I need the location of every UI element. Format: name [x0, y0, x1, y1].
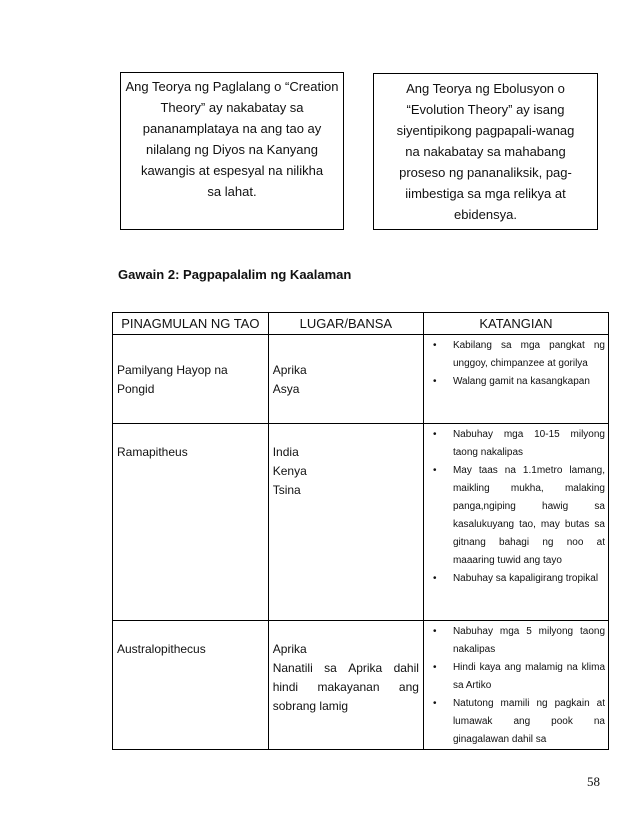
place-line: Kenya	[272, 464, 307, 478]
trait-item: • Walang gamit na kasangkapan	[424, 373, 605, 391]
box-line: na nakabatay sa mahabang	[405, 144, 566, 159]
traits-list	[424, 621, 608, 749]
creation-theory-box	[120, 72, 344, 230]
trait-item: • Nabuhay mga 5 milyong taong nakalipas	[424, 623, 605, 659]
box-line: Ang Teorya ng Paglalang o “Creation	[125, 79, 339, 94]
origin-cell	[113, 424, 269, 621]
origin-cell	[113, 335, 269, 424]
place-cell	[268, 424, 423, 621]
place-cell	[268, 621, 423, 750]
place-line: Nanatili sa Aprika dahil	[272, 661, 419, 675]
box-line: nilalang ng Diyos na Kanyang	[145, 142, 318, 157]
origins-table	[112, 312, 609, 750]
place-line: Asya	[272, 382, 300, 396]
box-line: siyentipikong pagpapali-wanag	[396, 123, 575, 138]
place-line: Aprika	[272, 642, 307, 656]
origin-line: Australopithecus	[117, 642, 206, 656]
traits-list	[424, 335, 608, 391]
column-header-place: LUGAR/BANSA	[268, 313, 423, 335]
box-line: kawangis at espesyal na nilikha	[140, 163, 324, 178]
traits-cell	[423, 335, 608, 424]
page-number: 58	[587, 774, 600, 789]
traits-cell	[423, 424, 608, 621]
box-line: proseso ng pananaliksik, pag-	[399, 165, 572, 180]
trait-item: • Nabuhay mga 10-15 milyong taong nakalipas	[424, 426, 605, 462]
traits-list	[424, 424, 608, 588]
place-line: hindi makayanan ang	[272, 680, 419, 694]
origin-line: Pamilyang Hayop na	[117, 363, 228, 377]
origin-line: Pongid	[117, 382, 155, 396]
box-line: Theory” ay nakabatay sa	[160, 100, 304, 115]
box-line: Ang Teorya ng Ebolusyon o	[406, 81, 565, 96]
box-line: “Evolution Theory” ay isang	[406, 102, 565, 117]
place-line: sobrang lamig	[272, 699, 349, 713]
trait-item: • May taas na 1.1metro lamang, maikling mukha, malaking panga,ngiping hawig sa kasalukuyang tao, may butas sa gitnang bahagi ng noo at maaaring tuwid ang tayo	[424, 462, 605, 570]
place-line: Tsina	[272, 483, 301, 497]
column-header-origin: PINAGMULAN NG TAO	[113, 313, 269, 335]
place-line: India	[272, 445, 299, 459]
place-cell	[268, 335, 423, 424]
box-line: pananamplataya na ang tao ay	[142, 121, 322, 136]
table-row	[113, 621, 609, 750]
origin-line: Ramapitheus	[117, 445, 188, 459]
trait-item: • Nabuhay sa kapaligirang tropikal	[424, 570, 605, 588]
trait-item: • Hindi kaya ang malamig na klima sa Artiko	[424, 659, 605, 695]
table-header-row	[113, 313, 609, 335]
traits-cell	[423, 621, 608, 750]
box-line: sa lahat.	[207, 184, 257, 199]
column-header-traits: KATANGIAN	[423, 313, 608, 335]
origin-cell	[113, 621, 269, 750]
evolution-theory-box	[373, 73, 598, 230]
box-line: iimbestiga sa mga relikya at	[405, 186, 566, 201]
place-line: Aprika	[272, 363, 307, 377]
section-title: Gawain 2: Pagpapalalim ng Kaalaman	[118, 267, 352, 282]
table-row	[113, 335, 609, 424]
table-row	[113, 424, 609, 621]
trait-item: • Natutong mamili ng pagkain at lumawak ang pook na ginagalawan dahil sa	[424, 695, 605, 749]
box-line: ebidensya.	[454, 207, 517, 222]
trait-item: • Kabilang sa mga pangkat ng unggoy, chimpanzee at gorilya	[424, 337, 605, 373]
